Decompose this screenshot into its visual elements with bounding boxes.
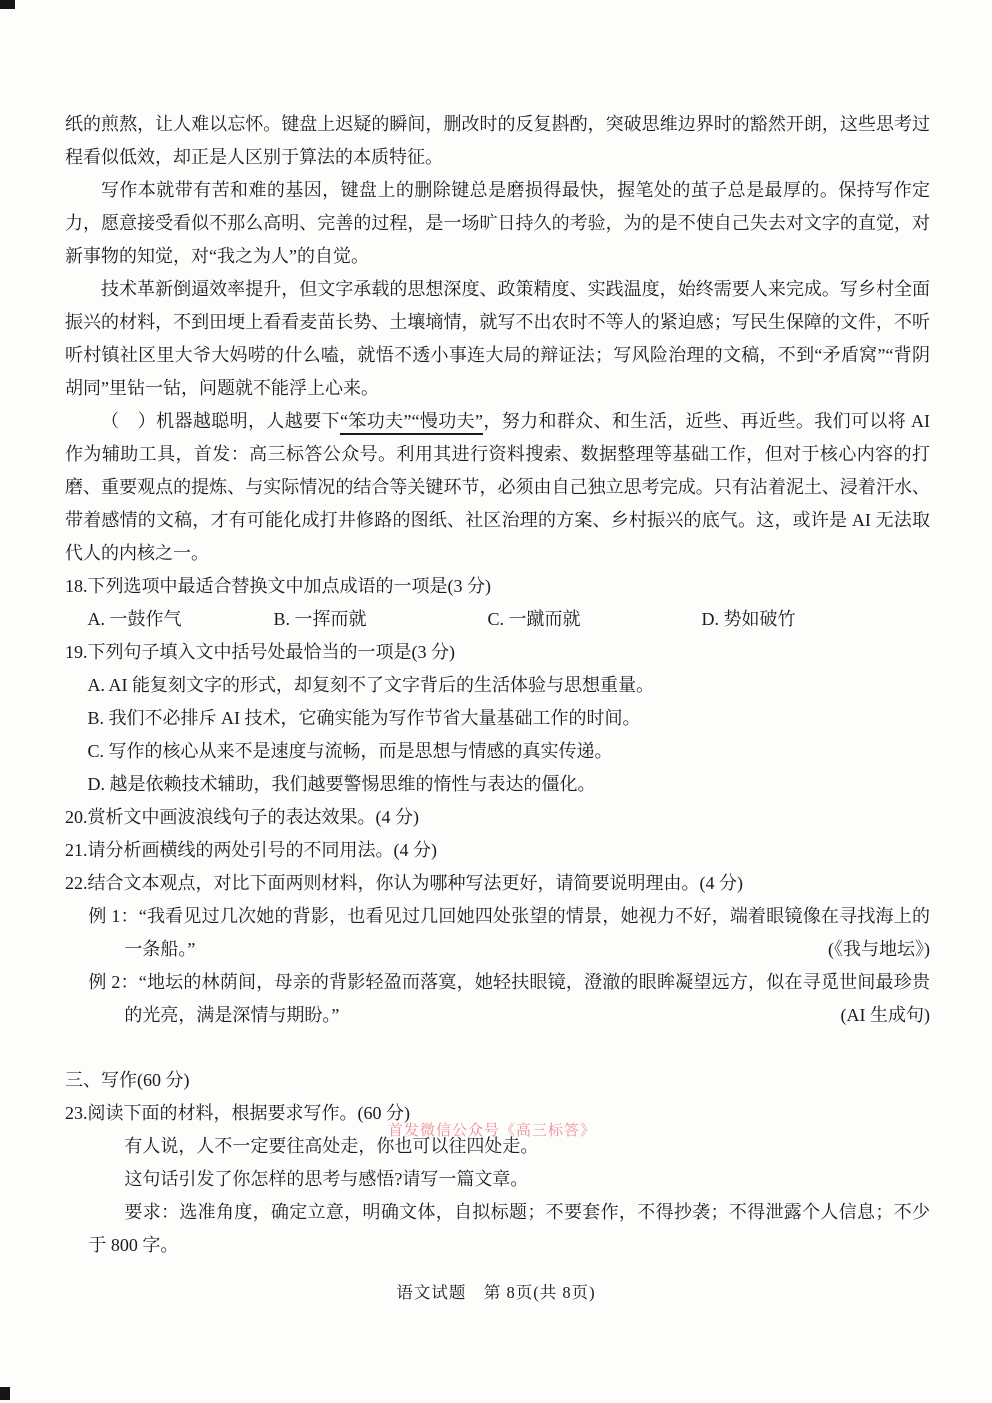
option-d: D. 越是依赖技术辅助，我们越要警惕思维的惰性与表达的僵化。 (87, 774, 596, 794)
paragraph-4-text-before: （ ）机器越聪明，人越要下 (101, 411, 340, 431)
question-22-stem: 22.结合文本观点，对比下面两则材料，你认为哪种写法更好，请简要说明理由。(4 分) (65, 873, 743, 893)
option-c: C. 一蹴而就 (487, 609, 581, 629)
question-19 (65, 636, 930, 801)
question-18 (65, 570, 930, 636)
option-b: B. 一挥而就 (273, 609, 367, 629)
material-line-1: 有人说，人不一定要往高处走，你也可以往四处走。 (124, 1136, 539, 1156)
section-heading: 三、写作(60 分) (65, 1070, 190, 1090)
example-2-text: 例 2：“地坛的林荫间，母亲的背影轻盈而落寞，她轻扶眼镜，澄澈的眼眸凝望远方，似在寻觅世间最珍贵的光亮，满是深情与期盼。” (88, 972, 930, 1025)
example-1-source: (《我与地坛》) (828, 939, 930, 959)
example-1-text: 例 1：“我看见过几次她的背影，也看见过几回她四处张望的情景，她视力不好，端着眼镜像在寻找海上的一条船。” (88, 906, 930, 959)
example-1 (65, 900, 930, 966)
option-a: A. 一鼓作气 (87, 609, 182, 629)
question-18-options (65, 603, 930, 636)
example-2 (65, 966, 930, 1032)
question-23-stem: 23.阅读下面的材料，根据要求写作。(60 分) (65, 1103, 410, 1123)
passage-paragraph-1: 纸的煎熬，让人难以忘怀。键盘上迟疑的瞬间，删改时的反复斟酌，突破思维边界时的豁然开朗，这些思考过程看似低效，却正是人区别于算法的本质特征。 (65, 114, 930, 167)
option-b: B. 我们不必排斥 AI 技术，它确实能为写作节省大量基础工作的时间。 (87, 708, 641, 728)
scan-artifact-bottom-left (0, 1387, 10, 1400)
question-19-stem: 19.下列句子填入文中括号处最恰当的一项是(3 分) (65, 642, 455, 662)
requirements-line: 要求：选准角度，确定立意，明确文体，自拟标题；不要套作，不得抄袭；不得泄露个人信息；不少于 800 字。 (88, 1202, 930, 1255)
question-20-stem: 20.赏析文中画波浪线句子的表达效果。(4 分) (65, 807, 419, 827)
passage-paragraph-3: 技术革新倒逼效率提升，但文字承载的思想深度、政策精度、实践温度，始终需要人来完成。写乡村全面振兴的材料，不到田埂上看看麦苗长势、土壤墒情，就写不出农时不等人的紧迫感；写民生保障的文件，不听听村镇社区里大爷大妈唠的什么嗑，就悟不透小事连大局的辩证法；写风险治理的文稿，不到“矛盾窝”“背阴胡同”里钻一钻，问题就不能浮上心来。 (65, 279, 930, 398)
question-18-stem: 18.下列选项中最适合替换文中加点成语的一项是(3 分) (65, 576, 491, 596)
question-21-stem: 21.请分析画横线的两处引号的不同用法。(4 分) (65, 840, 437, 860)
passage-paragraph-2: 写作本就带有苦和难的基因，键盘上的删除键总是磨损得最快，握笔处的茧子总是最厚的。保持写作定力，愿意接受看似不那么高明、完善的过程，是一场旷日持久的考验，为的是不使自己失去对文字的直觉，对新事物的知觉，对“我之为人”的自觉。 (65, 180, 930, 266)
question-22 (65, 867, 930, 1032)
option-a: A. AI 能复刻文字的形式，却复刻不了文字背后的生活体验与思想重量。 (87, 675, 654, 695)
page-footer: 语文试题 第 8页(共 8页) (396, 1283, 596, 1302)
material-line-2: 这句话引发了你怎样的思考与感悟?请写一篇文章。 (124, 1169, 529, 1189)
option-d: D. 势如破竹 (701, 609, 796, 629)
example-2-source: (AI 生成句) (840, 1005, 930, 1025)
scan-artifact-top-left (0, 0, 15, 9)
paragraph-4-text-after: ，努力和群众、和生活，近些、再近些。我们可以将 AI 作为辅助工具，首发：高三标答公众号。利用其进行资料搜索、数据整理等基础工作，但对于核心内容的打磨、重要观点的提炼、与实际情况的结合等关键环节，必须由自己独立思考完成。只有沾着泥土、浸着汗水、带着感情的文稿，才有可能化成打井修路的图纸、社区治理的方案、乡村振兴的底气。这，或许是 AI 无法取代人的内核之一。 (65, 411, 930, 563)
option-c: C. 写作的核心从来不是速度与流畅，而是思想与情感的真实传递。 (87, 741, 613, 761)
reading-passage (65, 108, 930, 570)
watermark: 首发微信公众号《高三标答》 (388, 1123, 597, 1139)
passage-paragraph-4 (65, 405, 930, 570)
section-writing (65, 1064, 930, 1262)
underlined-phrase: “笨功夫”“慢功夫” (339, 411, 483, 431)
